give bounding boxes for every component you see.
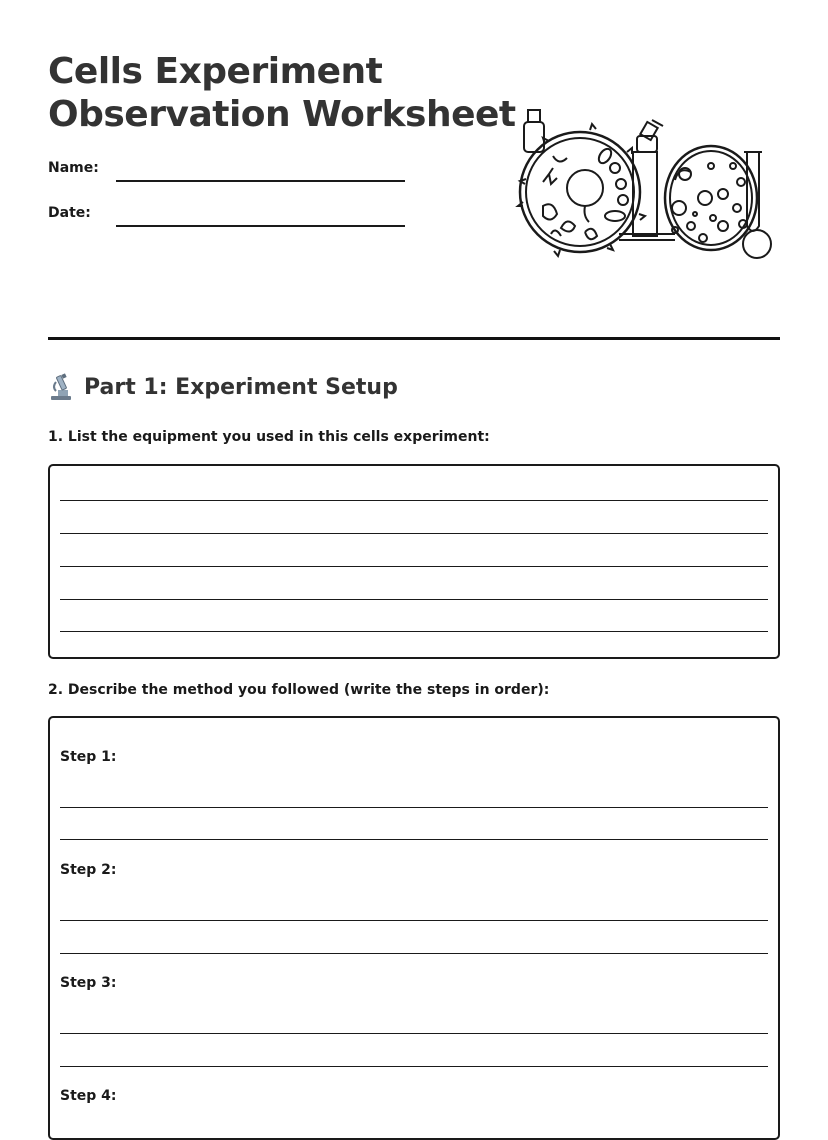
answer-line [60, 533, 768, 534]
answer-line [60, 839, 768, 840]
step-4-label: Step 4: [60, 1088, 117, 1104]
date-label: Date: [48, 205, 91, 221]
answer-line [60, 500, 768, 501]
answer-line [60, 599, 768, 600]
date-field[interactable] [116, 225, 405, 227]
method-answer-box[interactable] [48, 716, 780, 1140]
answer-line [60, 1033, 768, 1034]
answer-line [60, 953, 768, 954]
part1-title: Part 1: Experiment Setup [84, 374, 398, 400]
name-field[interactable] [116, 180, 405, 182]
page-title [48, 50, 516, 136]
answer-line [60, 1066, 768, 1067]
answer-line [60, 631, 768, 632]
title-line-1: Cells Experiment [48, 51, 383, 92]
part1-heading [48, 373, 398, 401]
answer-line [60, 566, 768, 567]
answer-line [60, 920, 768, 921]
question-1: 1. List the equipment you used in this cells experiment: [48, 429, 490, 445]
step-3-label: Step 3: [60, 975, 117, 991]
step-1-label: Step 1: [60, 749, 117, 765]
microscope-icon [48, 373, 74, 401]
step-2-label: Step 2: [60, 862, 117, 878]
cell-illustration-icon [515, 104, 779, 264]
name-label: Name: [48, 160, 99, 176]
question-2: 2. Describe the method you followed (write the steps in order): [48, 682, 550, 698]
section-divider [48, 337, 780, 340]
answer-line [60, 807, 768, 808]
title-line-2: Observation Worksheet [48, 94, 516, 135]
equipment-answer-box[interactable] [48, 464, 780, 659]
